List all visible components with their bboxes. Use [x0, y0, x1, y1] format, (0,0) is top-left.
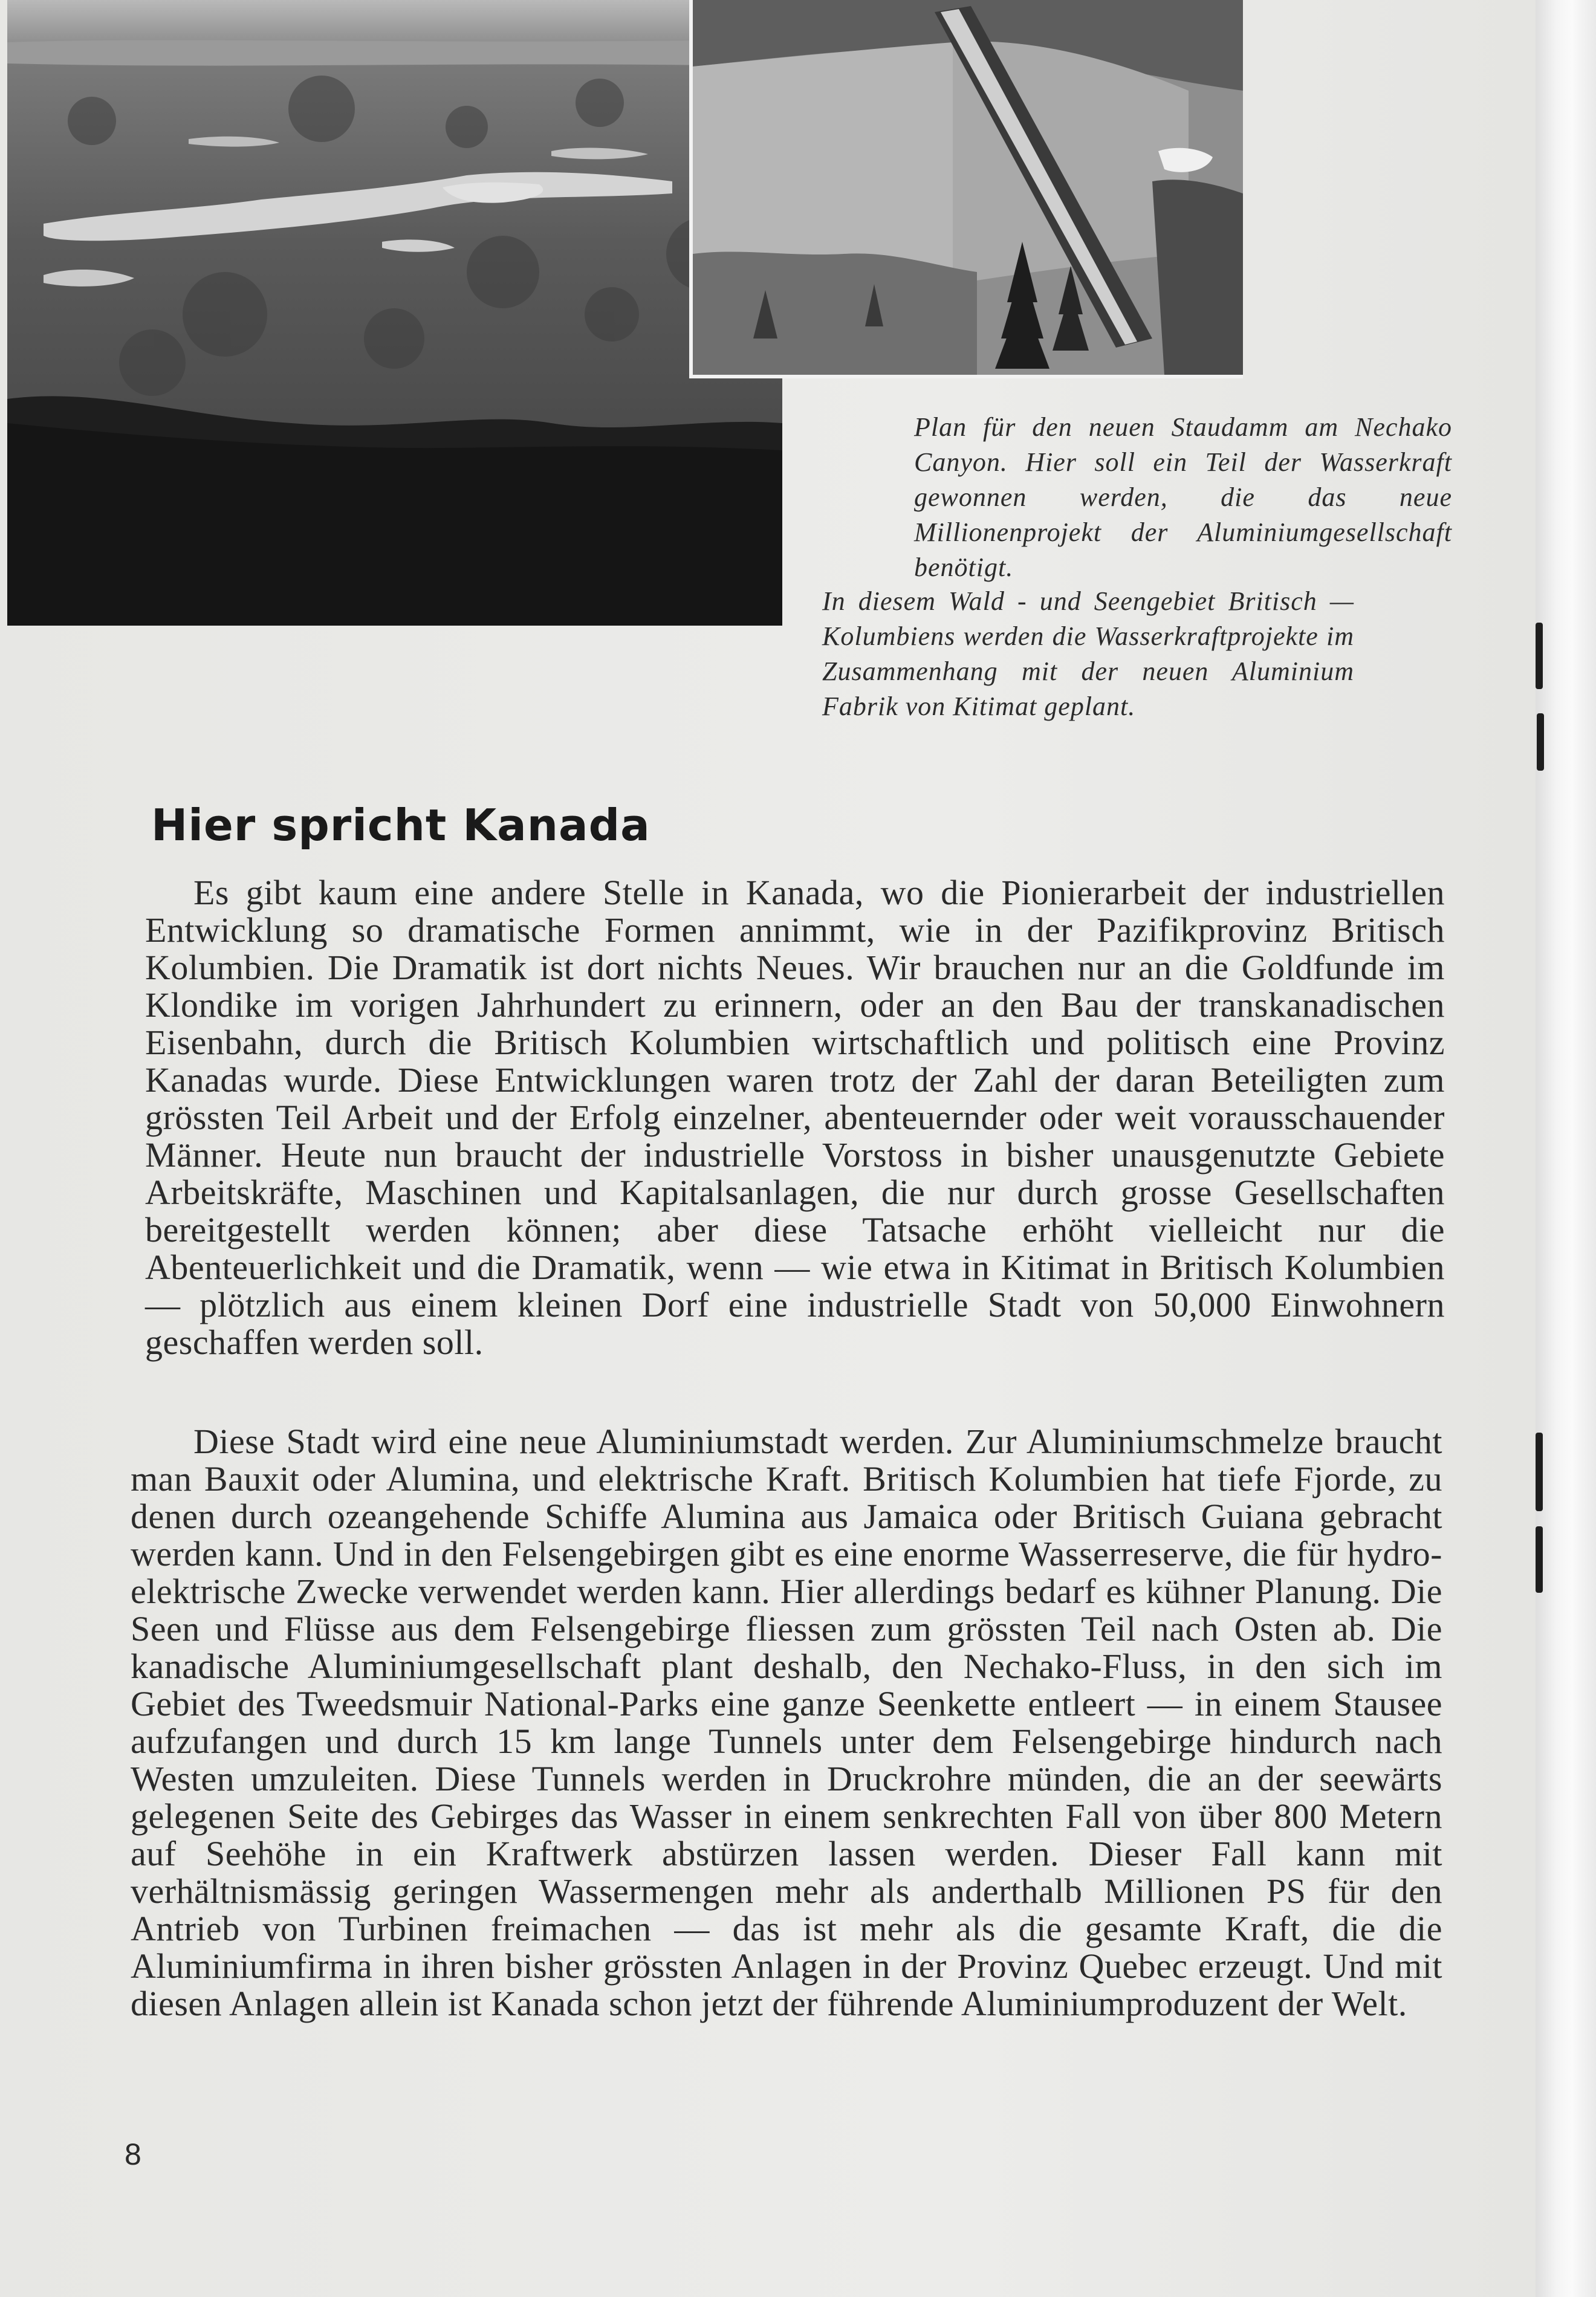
staple-top-lower: [1537, 713, 1544, 771]
staple-top-upper: [1536, 623, 1543, 689]
dam-photo-caption: Plan für den neuen Staudamm am Nechako Canyon. Hier soll ein Teil der Wasserkraft gewonnen werden, die das neue Millionenprojekt der Aluminiumgesellschaft benötigt.: [914, 412, 1452, 582]
dam-plan-illustration: [689, 0, 1243, 378]
article-paragraph-1: Es gibt kaum eine andere Stelle in Kanada, wo die Pionierarbeit der industriellen Entwicklung so dramatische Formen annimmt, wie in der Pazifikprovinz Britisch Kolumbien. Die Dramatik ist dort nichts Neues. Wir brauchen nur an die Goldfunde im Klondike im vorigen Jahrhundert zu erinnern, oder an den Bau der transkanadischen Eisenbahn, durch die Britisch Kolumbien wirtschaftlich und politisch eine Provinz Kanadas wurde. Diese Entwicklungen waren trotz der Zahl der daran Beteiligten zum grössten Teil Arbeit und der Erfolg einzelner, abenteuernder oder weit vorausschauender Männer. Heute nun braucht der industrielle Vorstoss in bisher unausgenutzte Gebiete Arbeitskräfte, Maschinen und Kapitalsanlagen, die nur durch grosse Gesellschaften bereitgestellt werden können; aber diese Tatsache erhöht vielleicht nur die Abenteuerlichkeit und die Dramatik, wenn — wie etwa in Kitimat in Britisch Kolumbien — plötzlich aus einem kleinen Dorf eine industrielle Stadt von 50,000 Einwohnern geschaffen werden soll.: [145, 873, 1445, 1362]
lakes-photo-caption: In diesem Wald - und Seengebiet Britisch — Kolumbiens werden die Wasserkraftprojekte im Zusammenhang mit der neuen Aluminium Fabrik von Kitimat geplant.: [822, 586, 1354, 721]
article-title: Hier spricht Kanada: [151, 800, 650, 851]
page-number: 8: [125, 2137, 141, 2171]
staple-bottom-lower: [1536, 1526, 1543, 1593]
aerial-photo-lakes: [7, 0, 782, 626]
staple-bottom-upper: [1536, 1433, 1543, 1511]
article-paragraph-2: Diese Stadt wird eine neue Aluminiumstadt werden. Zur Aluminiumschmelze braucht man Bauxit oder Alumina, und elektrische Kraft. Britisch Kolumbien hat tiefe Fjorde, zu denen durch ozeangehende Schiffe Alumina aus Jamaica oder Britisch Guiana gebracht werden kann. Und in den Felsengebirgen gibt es eine enorme Wasserreserve, die für hydro-elektrische Zwecke verwendet werden kann. Hier allerdings bedarf es kühner Planung. Die Seen und Flüsse aus dem Felsengebirge fliessen zum grössten Teil nach Osten ab. Die kanadische Aluminiumgesellschaft plant deshalb, den Nechako-Fluss, in den sich im Gebiet des Tweedsmuir National-Parks eine ganze Seenkette entleert — in einem Stausee aufzufangen und durch 15 km lange Tunnels unter dem Felsengebirge hindurch nach Westen umzuleiten. Diese Tunnels werden in Druckrohre münden, die an der seewärts gelegenen Seite des Gebirges das Wasser in einem senkrechten Fall von über 800 Metern auf Seehöhe in ein Kraftwerk abstürzen lassen werden. Dieser Fall kann mit verhältnismässig geringen Wassermengen mehr als anderthalb Millionen PS für den Antrieb von Turbinen freimachen — das ist mehr als die gesamte Kraft, die die Aluminiumfirma in ihren bisher grössten Anlagen in der Provinz Quebec erzeugt. Und mit diesen Anlagen allein ist Kanada schon jetzt der führende Aluminiumproduzent der Welt.: [131, 1422, 1442, 2023]
dam-plan-illustration-image: [693, 0, 1243, 375]
aerial-photo-lakes-image: [7, 0, 782, 626]
booklet-spine: [1536, 0, 1596, 2297]
